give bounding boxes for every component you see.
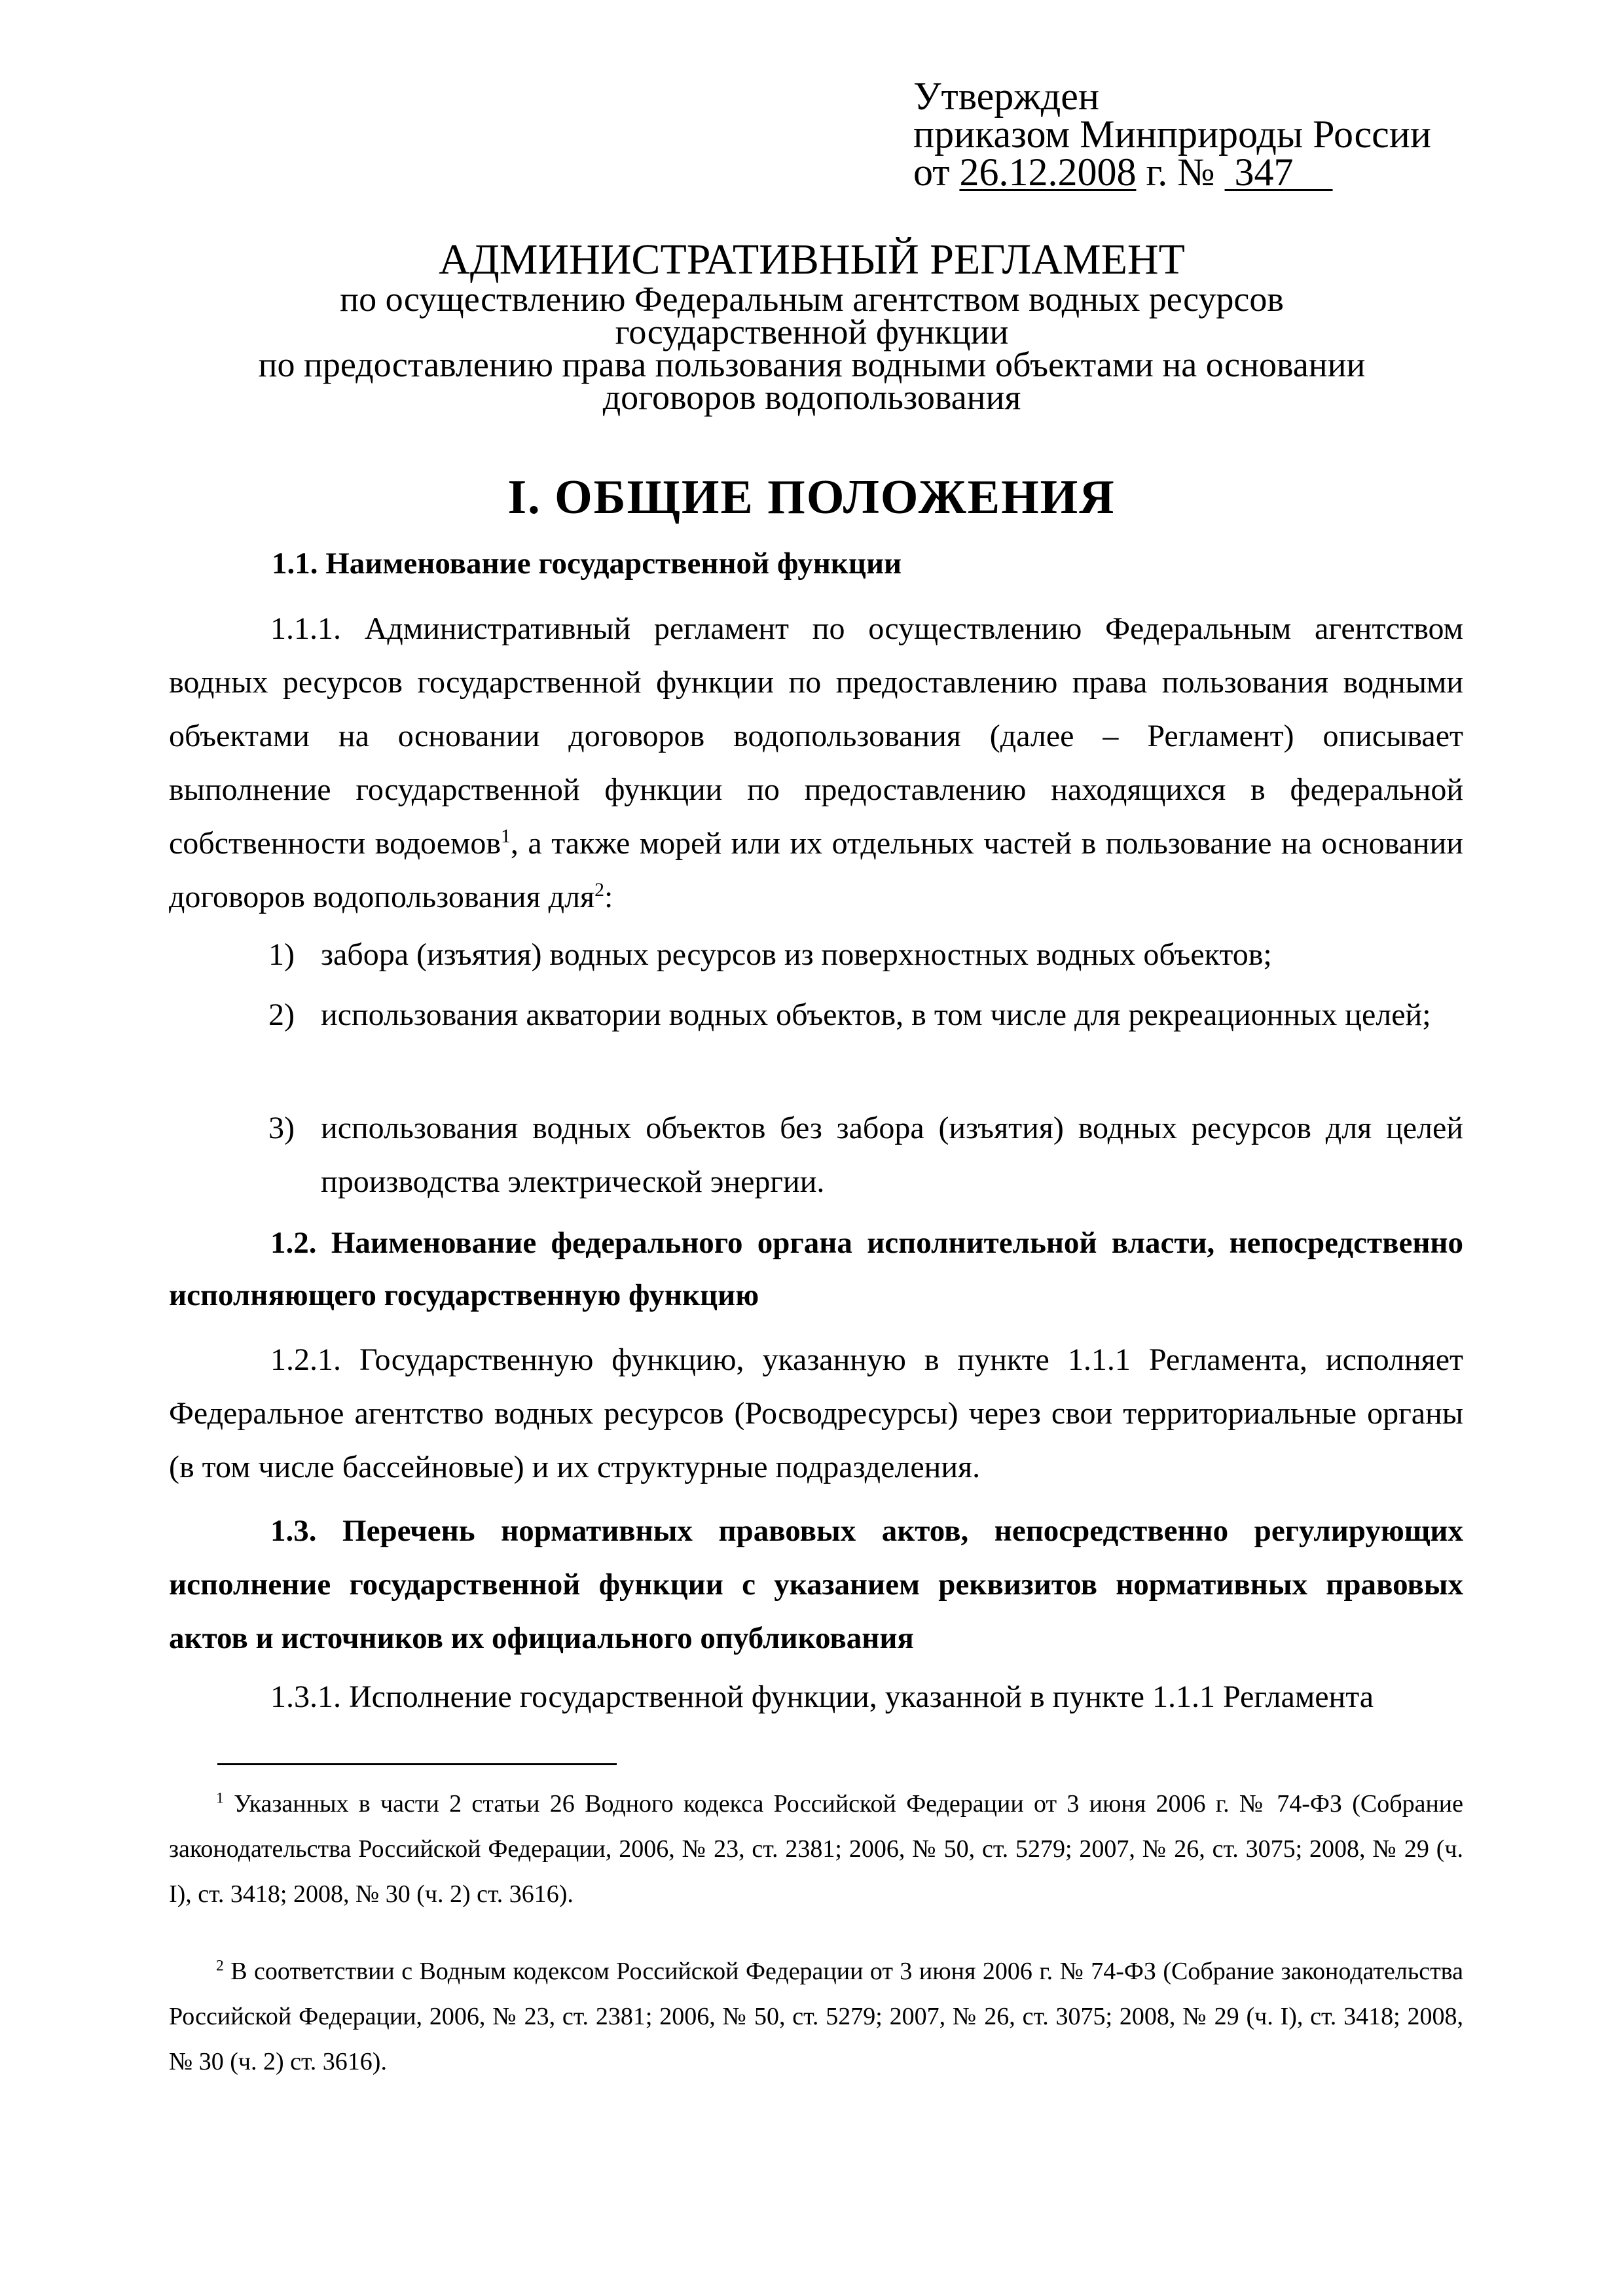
approval-prefix: от — [913, 151, 950, 194]
heading-1-2: 1.2. Наименование федерального органа исполнительной власти, непосредственно исполняющего государственную функцию — [169, 1226, 1463, 1312]
section-heading: I. ОБЩИЕ ПОЛОЖЕНИЯ — [507, 471, 1116, 524]
list-item: 3) использования водных объектов без забора (изъятия) водных ресурсов для целей производства электрической энергии. — [268, 1111, 1463, 1199]
footnote-ref-2[interactable]: 2 — [594, 879, 604, 901]
approval-line2: приказом Минприроды России — [913, 113, 1432, 156]
footnote-ref-1[interactable]: 1 — [501, 825, 511, 847]
title-main: АДМИНИСТРАТИВНЫЙ РЕГЛАМЕНТ — [439, 236, 1185, 283]
heading-1-1: 1.1. Наименование государственной функции — [272, 547, 902, 581]
approval-line1: Утвержден — [913, 75, 1100, 118]
approval-mid: г. № — [1146, 151, 1215, 194]
list-item: 1) забора (изъятия) водных ресурсов из поверхностных водных объектов; — [268, 937, 1272, 972]
paragraph-1-3-1: 1.3.1. Исполнение государственной функции, указанной в пункте 1.1.1 Регламента — [270, 1679, 1374, 1714]
footnote-separator — [217, 1763, 617, 1765]
footnote-1: $^1$ Указанных в части 2 статьи 26 Водного кодекса Российской Федерации от 3 июня 2006 г. № 74-ФЗ (Собрание законодательства Российской Федерации, 2006, № 23, ст. 2381; 2006, № 50, ст. 5279; 2007, № 26, ст. 3075; 2008, № 29 (ч. I), ст. 3418; 2008, № 30 (ч. 2) ст. 3616). — [169, 1789, 1464, 1908]
title-sub-4: договоров водопользования — [602, 378, 1021, 417]
paragraph-1-1-1: 1.1.1. Административный регламент по осуществлению Федеральным агентством водных ресурсов государственной функции по предоставлению права пользования водными объектами на основании договоров водопользования (далее – Регламент) описывает выполнение государственной функции по предоставлению находящихся в федеральной собственности водоемов$^1$, а также морей или их отдельных частей в пользование на основании договоров водопользования для$^2$: — [169, 611, 1463, 914]
title-sub-2: государственной функции — [615, 312, 1009, 351]
approval-date: 26.12.2008 — [959, 151, 1137, 194]
heading-1-3: 1.3. Перечень нормативных правовых актов, непосредственно регулирующих исполнение государственной функции с указанием реквизитов нормативных правовых актов и источников их официального опубликования — [169, 1514, 1463, 1655]
approval-block — [913, 75, 1568, 194]
footnote-2: $^2$ В соответствии с Водным кодексом Российской Федерации от 3 июня 2006 г. № 74-ФЗ (Собрание законодательства Российской Федерации, 2006, № 23, ст. 2381; 2006, № 50, ст. 5279; 2007, № 26, ст. 3075; 2008, № 29 (ч. I), ст. 3418; 2008, № 30 (ч. 2) ст. 3616). — [169, 1957, 1463, 2075]
document-title — [170, 236, 1453, 417]
approval-number: 347 — [1234, 151, 1294, 194]
approval-line3 — [913, 151, 1568, 194]
title-sub-3: по предоставлению права пользования водными объектами на основании — [258, 345, 1366, 384]
list-item: 2) использования акватории водных объектов, в том числе для рекреационных целей; — [268, 997, 1431, 1032]
paragraph-1-2-1: 1.2.1. Государственную функцию, указанную в пункте 1.1.1 Регламента, исполняет Федеральное агентство водных ресурсов (Росводресурсы) через свои территориальные органы (в том числе бассейновые) и их структурные подразделения. — [169, 1342, 1463, 1484]
title-sub-1: по осуществлению Федеральным агентством водных ресурсов — [340, 279, 1284, 319]
